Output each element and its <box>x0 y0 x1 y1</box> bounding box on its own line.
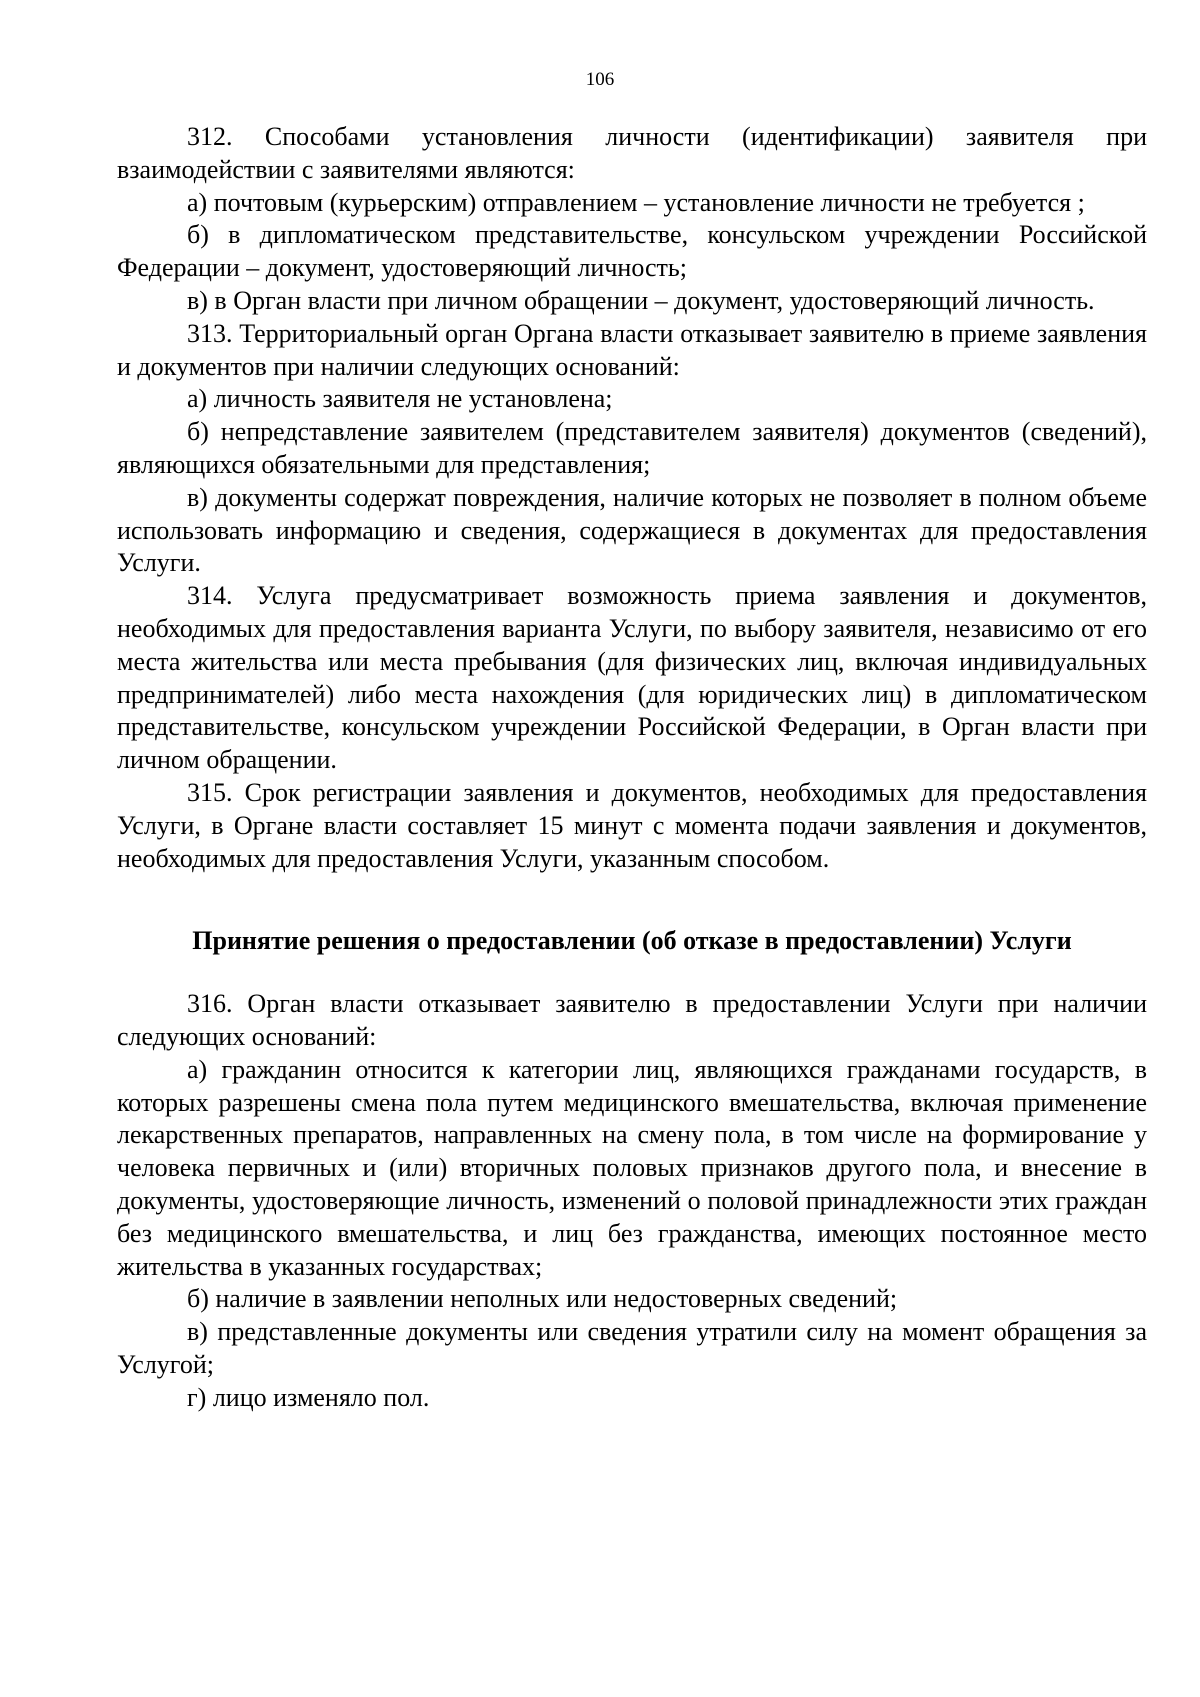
paragraph-313-v: в) документы содержат повреждения, наличие которых не позволяет в полном объеме использовать информацию и сведения, содержащиеся в документах для предоставления Услуги. <box>117 482 1147 578</box>
paragraph-315: 315. Срок регистрации заявления и документов, необходимых для предоставления Услуги, в Органе власти составляет 15 минут с момента подачи заявления и документов, необходимых для предоставления Услуги, указанным способом. <box>117 777 1147 873</box>
section-heading: Принятие решения о предоставлении (об отказе в предоставлении) Услуги <box>192 926 1072 956</box>
paragraph-316-v: в) представленные документы или сведения утратили силу на момент обращения за Услугой; <box>117 1317 1147 1379</box>
paragraph-312-b: б) в дипломатическом представительстве, консульском учреждении Российской Федерации – документ, удостоверяющий личность; <box>117 220 1147 283</box>
page-number: 106 <box>585 69 615 90</box>
paragraph-316-a: а) гражданин относится к категории лиц, являющихся гражданами государств, в которых разрешены смена пола путем медицинского вмешательства, включая применение лекарственных препаратов, направленных на смену пола, в том числе на формирование у человека первичных и (или) вторичных половых признаков другого пола, и внесение в документы, удостоверяющие личность, изменений о половой принадлежности этих граждан без медицинского вмешательства, и лиц без гражданства, имеющих постоянное место жительства в указанных государствах; <box>117 1054 1147 1281</box>
document-body <box>117 121 1147 1414</box>
paragraph-316: 316. Орган власти отказывает заявителю в предоставлении Услуги при наличии следующих оснований: <box>117 989 1147 1051</box>
paragraph-313: 313. Территориальный орган Органа власти отказывает заявителю в приеме заявления и документов при наличии следующих оснований: <box>117 318 1147 381</box>
paragraph-312-v: в) в Орган власти при личном обращении – документ, удостоверяющий личность. <box>187 285 1095 315</box>
paragraph-313-a: а) личность заявителя не установлена; <box>187 384 613 414</box>
paragraph-312: 312. Способами установления личности (идентификации) заявителя при взаимодействии с заявителями являются: <box>117 122 1147 184</box>
paragraph-316-g: г) лицо изменяло пол. <box>187 1382 430 1412</box>
paragraph-313-b: б) непредставление заявителем (представителем заявителя) документов (сведений), являющихся обязательными для представления; <box>117 417 1147 479</box>
paragraph-312-a: а) почтовым (курьерским) отправлением – установление личности не требуется ; <box>187 187 1085 217</box>
paragraph-314: 314. Услуга предусматривает возможность приема заявления и документов, необходимых для предоставления варианта Услуги, по выбору заявителя, независимо от его места жительства или места пребывания (для физических лиц, включая индивидуальных предпринимателей) либо места нахождения (для юридических лиц) в дипломатическом представительстве, консульском учреждении Российской Федерации, в Орган власти при личном обращении. <box>117 581 1147 775</box>
paragraph-316-b: б) наличие в заявлении неполных или недостоверных сведений; <box>187 1284 898 1314</box>
